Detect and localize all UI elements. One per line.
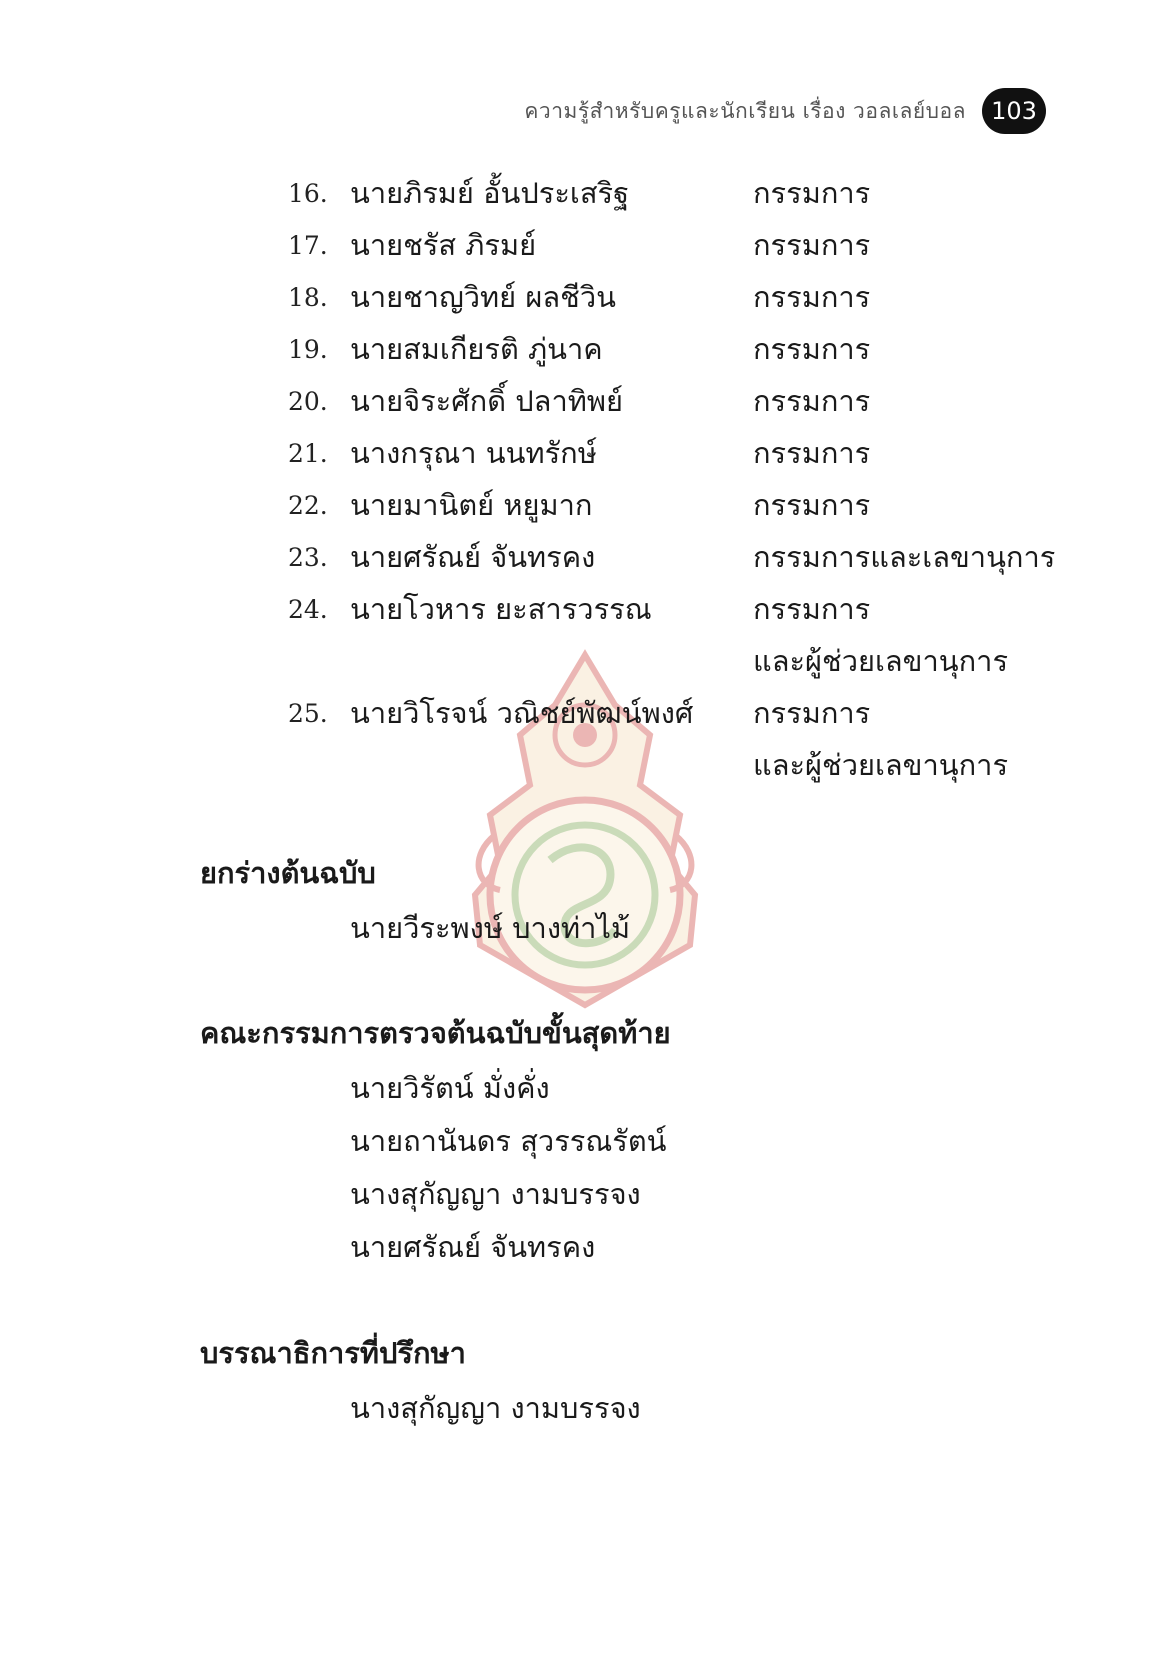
list-item [288, 426, 871, 480]
member-name: นายจิระศักดิ์ ปลาทิพย์ [350, 384, 623, 418]
list-item [288, 322, 871, 376]
member-role: กรรมการ [753, 280, 871, 314]
member-role-continued: และผู้ช่วยเลขานุการ [753, 748, 1009, 782]
member-role: กรรมการ [753, 592, 871, 626]
member-name: นายชรัส ภิรมย์ [350, 228, 537, 262]
member-name: นายภิรมย์ อั้นประเสริฐ [350, 176, 630, 210]
item-number: 25. [288, 698, 328, 728]
member-role: กรรมการ [753, 332, 871, 366]
member-role: กรรมการ [753, 384, 871, 418]
list-item [288, 686, 871, 740]
member-role: กรรมการ [753, 176, 871, 210]
section-title-editor: บรรณาธิการที่ปรึกษา [200, 1336, 466, 1370]
item-number: 24. [288, 594, 328, 624]
item-number: 23. [288, 542, 328, 572]
item-number: 22. [288, 490, 328, 520]
item-number: 20. [288, 386, 328, 416]
member-role: กรรมการ [753, 228, 871, 262]
member-name: นายศรัณย์ จันทรคง [350, 540, 596, 574]
member-name: นายสมเกียรติ ภู่นาค [350, 332, 603, 366]
person-name: นายวิรัตน์ มั่งคั่ง [350, 1071, 550, 1105]
item-number: 19. [288, 334, 328, 364]
list-item [288, 166, 871, 220]
person-name: นายวีระพงษ์ บางท่าไม้ [350, 911, 631, 945]
section-title-drafting: ยกร่างต้นฉบับ [200, 856, 376, 890]
member-name: นายชาญวิทย์ ผลชีวิน [350, 280, 616, 314]
member-role: กรรมการ [753, 488, 871, 522]
list-item [288, 530, 1056, 584]
list-item [288, 478, 871, 532]
item-number: 18. [288, 282, 328, 312]
page-number-badge: 103 [982, 88, 1046, 134]
member-name: นางกรุณา นนทรักษ์ [350, 436, 597, 470]
person-name: นายถานันดร สุวรรณรัตน์ [350, 1124, 667, 1158]
page-header [524, 86, 1046, 136]
item-number: 17. [288, 230, 328, 260]
item-number: 21. [288, 438, 328, 468]
list-item [288, 270, 871, 324]
member-role-continued: และผู้ช่วยเลขานุการ [753, 644, 1009, 678]
member-role: กรรมการและเลขานุการ [753, 540, 1056, 574]
member-role: กรรมการ [753, 436, 871, 470]
section-title-final-review: คณะกรรมการตรวจต้นฉบับขั้นสุดท้าย [200, 1016, 671, 1050]
member-role: กรรมการ [753, 696, 871, 730]
running-title: ความรู้สำหรับครูและนักเรียน เรื่อง วอลเลย์บอล [524, 98, 966, 123]
item-number: 16. [288, 178, 328, 208]
member-name: นายมานิตย์ หยูมาก [350, 488, 593, 522]
list-item [288, 582, 871, 636]
list-item [288, 218, 871, 272]
member-name: นายวิโรจน์ วณิชย์พัฒน์พงศ์ [350, 696, 694, 730]
person-name: นางสุกัญญา งามบรรจง [350, 1391, 641, 1425]
person-name: นายศรัณย์ จันทรคง [350, 1230, 596, 1264]
person-name: นางสุกัญญา งามบรรจง [350, 1177, 641, 1211]
list-item [288, 374, 871, 428]
member-name: นายโวหาร ยะสารวรรณ [350, 592, 652, 626]
